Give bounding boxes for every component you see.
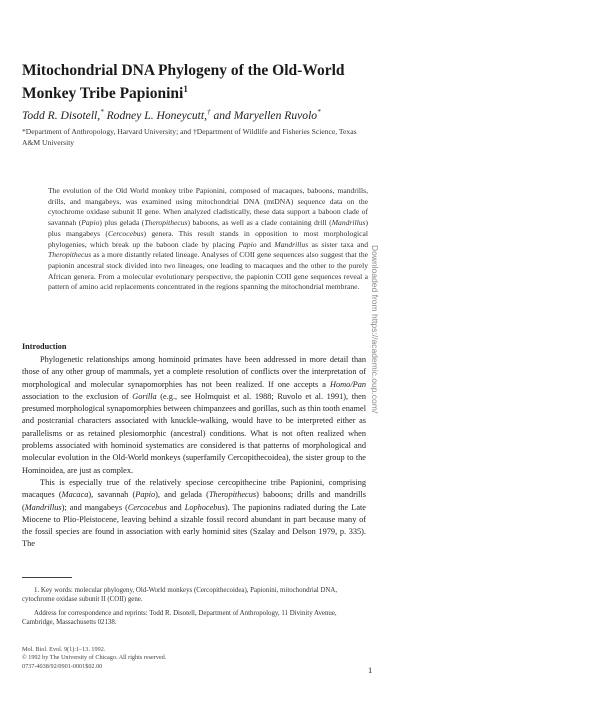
paragraph-1: Phylogenetic relationships among hominoid primates have been addressed in more detail than those of any other group of mammals, yet a complete resolution of conflicts over the interpretation of morphological and molecular synapomorphies has not been realized. If one accepts a Homo/Pan association to the exclusion of Gorilla (e.g., see Holmquist et al. 1988; Ruvolo et al. 1991), then presumed morphological synapomorphies between chimpanzees and gorillas, such as thin tooth enamel and postcranial characters associated with knuckle-walking, would have to be interpreted either as parallelisms or as retained plesiomorphic (ancestral) conditions. What is not often realized when problems associated with hominoid systematics are considered is that patterns of morphological and molecular evolution in the Old-World monkeys (superfamily Cercopithecoidea), the sister group to the Hominoidea, are just as complex. bbox=[22, 355, 366, 475]
page-number: 1 bbox=[368, 665, 373, 675]
download-watermark bbox=[370, 245, 382, 485]
author-disotell: Todd R. Disotell, bbox=[22, 108, 101, 122]
footnote-keywords: 1. Key words: molecular phylogeny, Old-World monkeys (Cercopithecoidea), Papionini, mitochondrial DNA, cytochrome oxidase subunit II (COII) gene. bbox=[22, 587, 338, 604]
footnote-correspondence: Address for correspondence and reprints: Todd R. Disotell, Department of Anthropology, 11 Divinity Avenue, Cambridge, Massachusetts 02138. bbox=[22, 609, 337, 626]
author-ruvolo: and Maryellen Ruvolo bbox=[213, 108, 318, 122]
author-marker: * bbox=[317, 108, 321, 116]
footnotes bbox=[22, 586, 366, 631]
footnote-divider bbox=[22, 577, 72, 578]
issn-line: 0737-4038/92/0901-0001$02.00 bbox=[22, 662, 103, 670]
author-honeycutt: Rodney L. Honeycutt, bbox=[106, 108, 208, 122]
body-text bbox=[22, 354, 366, 551]
copyright-line: © 1992 by The University of Chicago. All rights reserved. bbox=[22, 654, 167, 662]
author-list bbox=[22, 108, 321, 122]
watermark-text: Downloaded from https://academic.oup.com/ bbox=[370, 245, 380, 414]
title-line-1: Mitochondrial DNA Phylogeny of the Old-World bbox=[22, 62, 345, 79]
publication-info bbox=[22, 646, 166, 671]
title-footnote-marker: 1 bbox=[183, 84, 188, 94]
abstract: The evolution of the Old World monkey tribe Papionini, composed of macaques, baboons, mandrills, drills, and mangabeys, was examined using mitochondrial DNA (mtDNA) sequence data on the cytochrome oxidase subunit II gene. When analyzed cladistically, these data support a baboon clade of savannah (Papio) plus gelada (Theropithecus) baboons, as well as a clade containing drill (Mandrillus) plus mangabeys (Cercocebus) genera. This result stands in opposition to most morphological phylogenies, which break up the baboon clade by placing Papio and Mandrillus as sister taxa and Theropithecus as a more distantly related lineage. Analyses of COII gene sequences also suggest that the papionin ancestral stock divided into two lineages, one leading to macaques and the other to the purely African genera. From a molecular evolutionary perspective, the papionin COII gene sequences reveal a pattern of amino acid replacements concentrated in the regions spanning the mitochondrial membrane. bbox=[48, 186, 368, 292]
section-heading-introduction: Introduction bbox=[22, 342, 67, 351]
title-line-2: Monkey Tribe Papionini bbox=[22, 85, 184, 103]
paragraph-2: This is especially true of the relatively speciose cercopithecine tribe Papionini, comprising macaques (Macaca), savannah (Papio), and gelada (Theropithecus) baboons; drills and mandrills (Mandrillus); and mangabeys (Cercocebus and Lophocebus). The papionins radiated during the Late Miocene to Plio-Pleistocene, leaving behind a sizable fossil record abundant in part because many of the fossil species are found in association with early hominid sites (Szalay and Delson 1979, p. 335). The bbox=[22, 477, 366, 549]
article-title bbox=[22, 62, 442, 103]
journal-citation: Mol. Biol. Evol. 9(1):1–13. 1992. bbox=[22, 646, 106, 653]
affiliations: *Department of Anthropology, Harvard University; and †Department of Wildlife and Fisheries Science, Texas A&M University bbox=[22, 127, 357, 147]
author-marker: * bbox=[100, 108, 104, 116]
author-marker: † bbox=[207, 108, 211, 116]
